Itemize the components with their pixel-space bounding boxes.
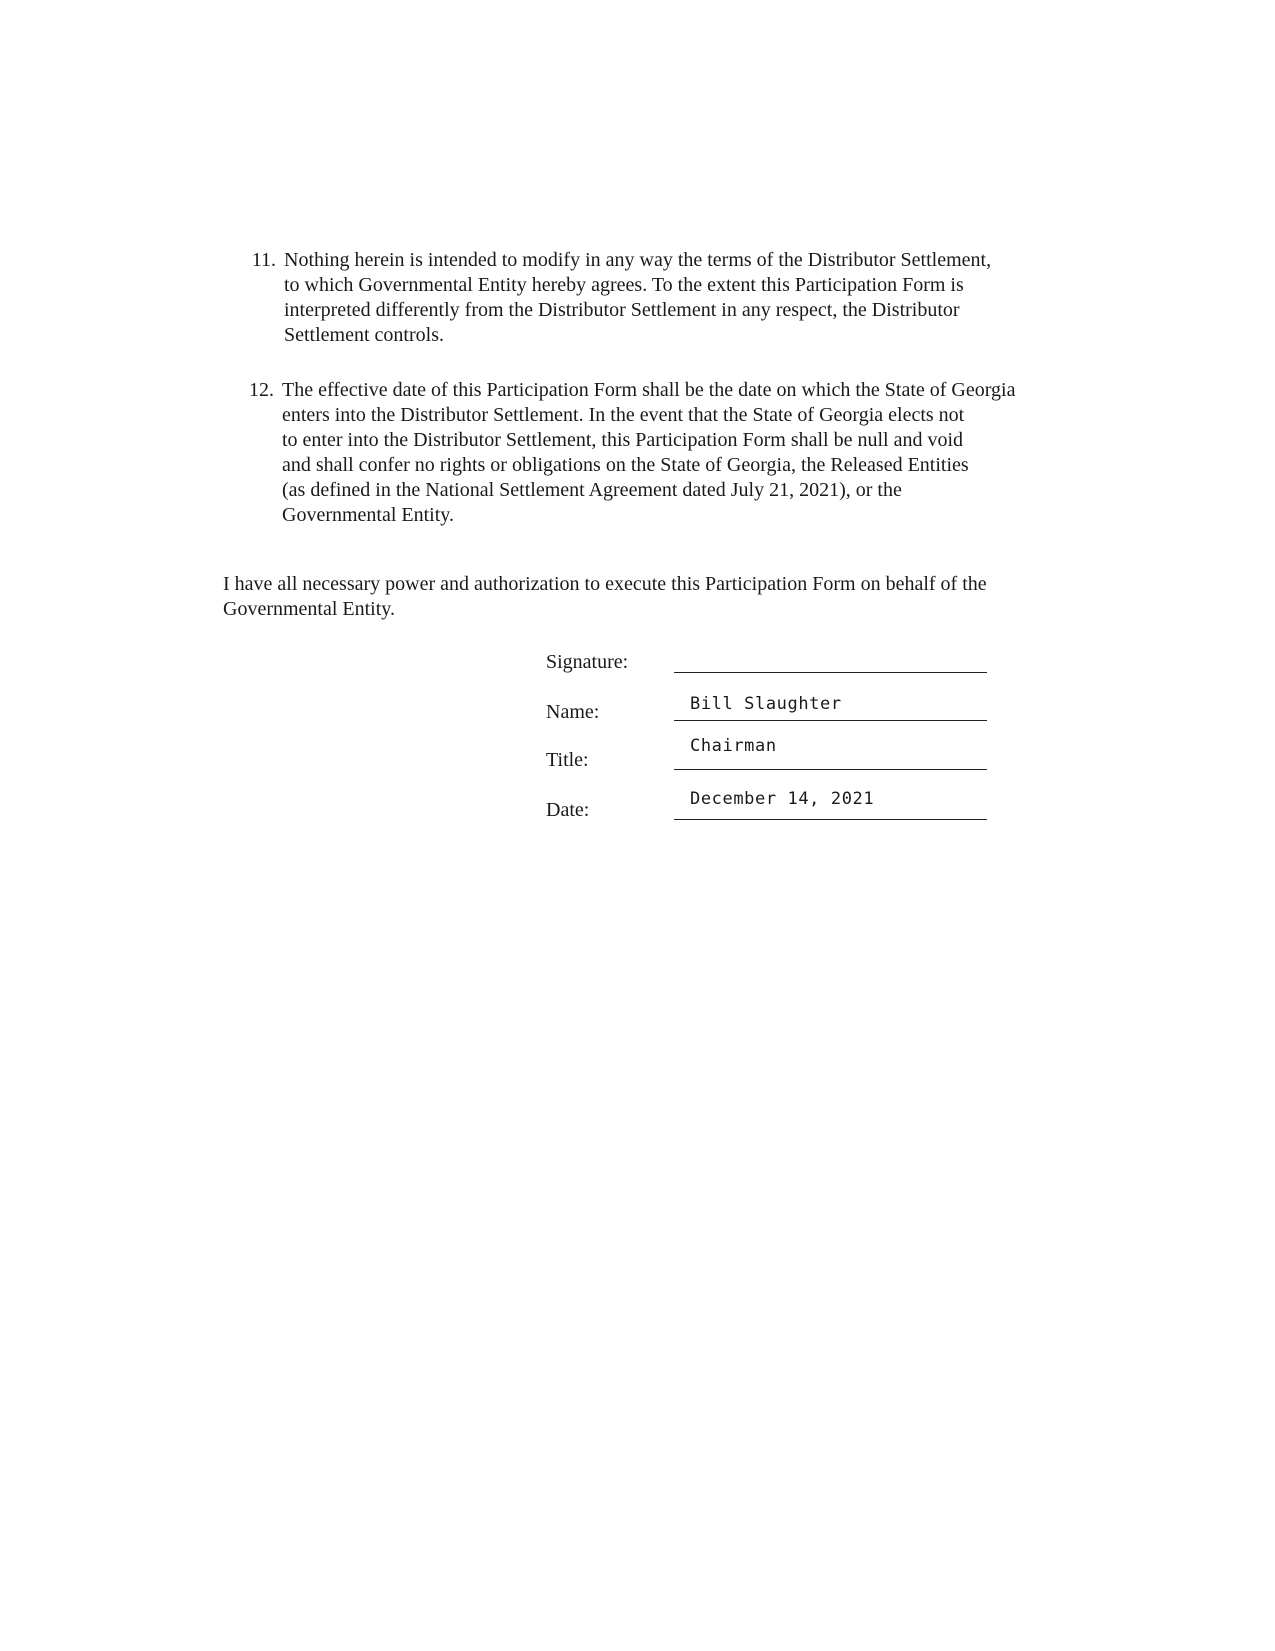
clause-line: (as defined in the National Settlement Agreement dated July 21, 2021), or the — [282, 479, 902, 501]
name-row — [546, 692, 996, 742]
clause-line: enters into the Distributor Settlement. In the event that the State of Georgia elects not — [282, 404, 965, 426]
authorization-line: I have all necessary power and authorization to execute this Participation Form on behalf of the — [223, 573, 987, 595]
clause-line: and shall confer no rights or obligations on the State of Georgia, the Released Entities — [282, 454, 969, 476]
clause-line: to which Governmental Entity hereby agrees. To the extent this Participation Form is — [284, 274, 964, 296]
title-row — [546, 736, 996, 790]
date-field[interactable] — [674, 790, 987, 820]
clause-number: 12. — [249, 379, 274, 401]
clause-number: 11. — [251, 249, 276, 271]
name-field[interactable] — [674, 692, 987, 721]
authorization-line: Governmental Entity. — [223, 598, 395, 620]
clause-line: Settlement controls. — [284, 324, 444, 346]
clause-line: The effective date of this Participation Form shall be the date on which the State of Georgia — [282, 379, 1016, 401]
authorization-statement — [223, 572, 987, 622]
signature-field[interactable] — [674, 646, 987, 673]
clause-line: interpreted differently from the Distributor Settlement in any respect, the Distributor — [284, 299, 960, 321]
title-label: Title: — [546, 749, 589, 771]
signature-row — [546, 646, 996, 696]
signature-label: Signature: — [546, 651, 629, 673]
title-field[interactable] — [674, 736, 987, 770]
name-value: Bill Slaughter — [690, 694, 842, 714]
clause-text — [282, 378, 1016, 528]
clause-line: Governmental Entity. — [282, 504, 454, 526]
date-label: Date: — [546, 799, 590, 821]
clause-line: to enter into the Distributor Settlement, this Participation Form shall be null and void — [282, 429, 964, 451]
clause-text — [284, 248, 991, 348]
date-value: December 14, 2021 — [690, 789, 875, 809]
date-row — [546, 790, 996, 840]
clause-line: Nothing herein is intended to modify in any way the terms of the Distributor Settlement, — [284, 249, 992, 271]
name-label: Name: — [546, 701, 600, 723]
title-value: Chairman — [690, 736, 777, 756]
